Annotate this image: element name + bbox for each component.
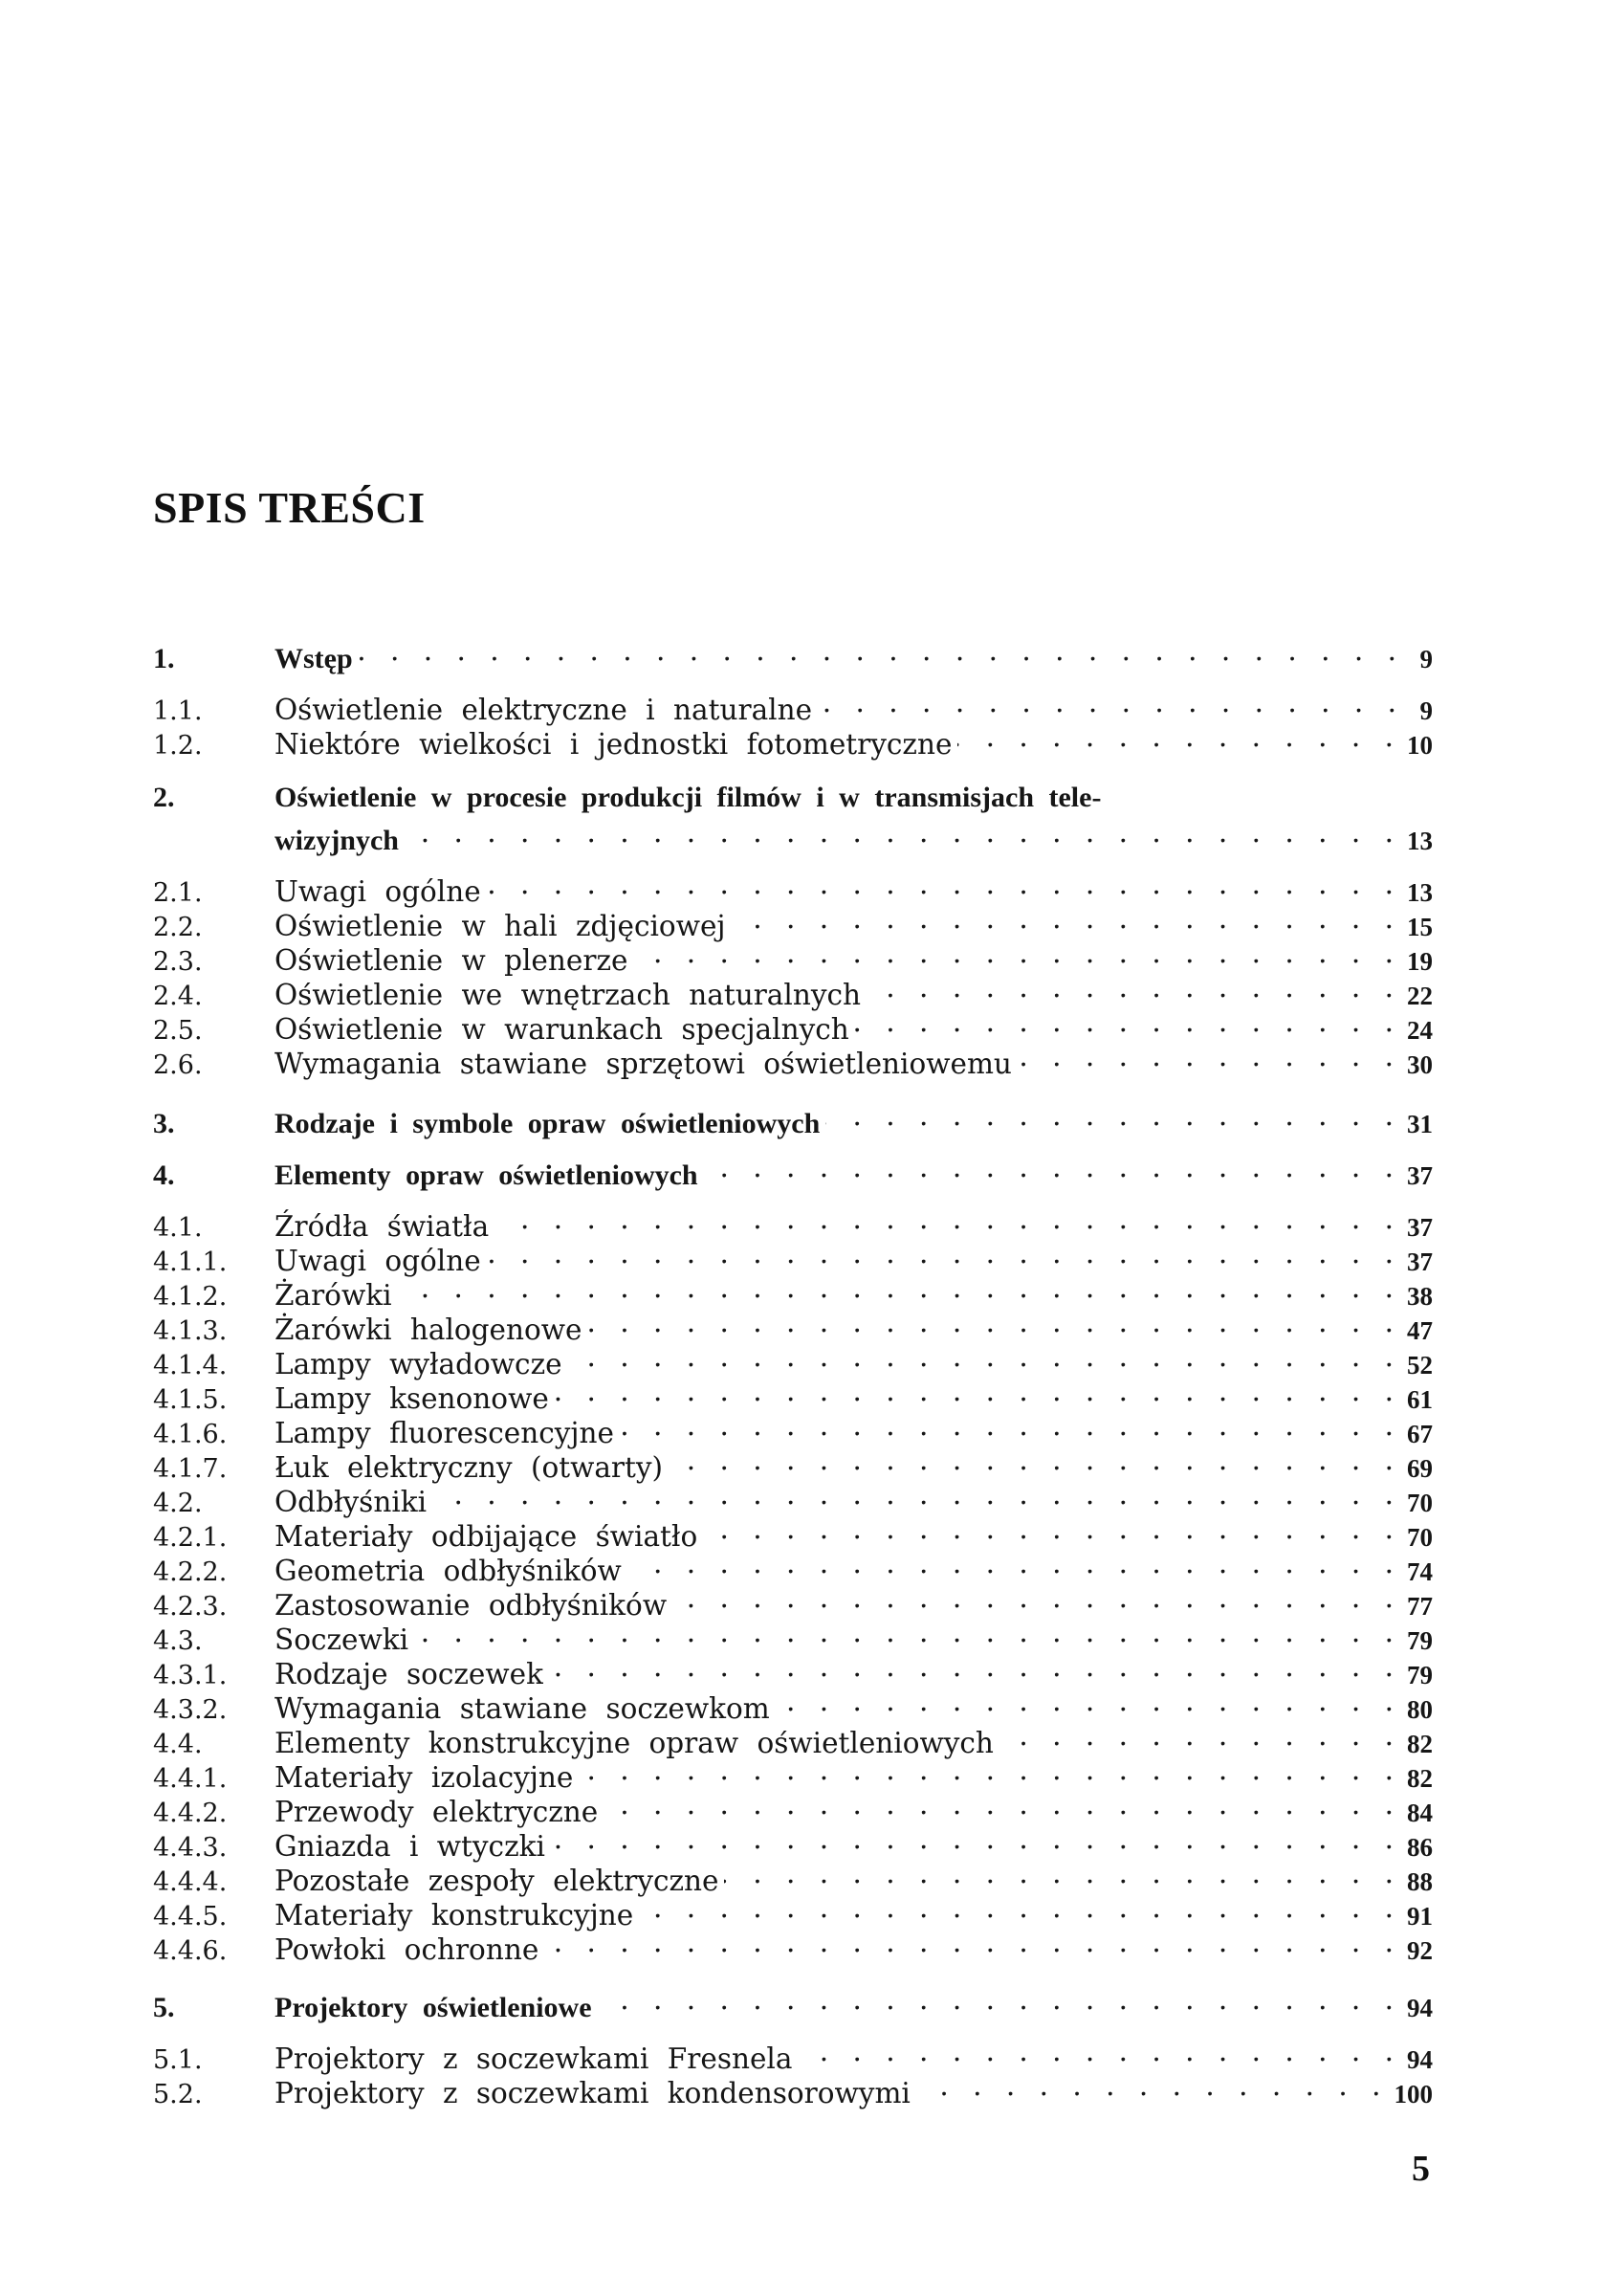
toc-entry-page: 31 — [1407, 1110, 1433, 1138]
toc-entry-page: 37 — [1407, 1247, 1433, 1276]
toc-entry-title: Przewody elektryczne — [274, 1796, 599, 1828]
toc-entry-title: Lampy fluorescencyjne — [274, 1417, 614, 1449]
dot-leader — [487, 867, 1401, 901]
dot-leader — [544, 1925, 1401, 1959]
toc-entry-page: 94 — [1407, 1994, 1433, 2022]
toc-entry-number: 4.4.2. — [153, 1799, 228, 1828]
toc-entry-number: 4.2. — [153, 1489, 203, 1518]
toc-entry-title: Soczewki — [274, 1623, 409, 1656]
toc-entry-page: 19 — [1407, 947, 1433, 976]
toc-entry-number: 2.6. — [153, 1050, 203, 1080]
toc-entry-title: Oświetlenie w warunkach specjalnych — [274, 1013, 849, 1046]
toc-entry-page: 91 — [1407, 1902, 1433, 1931]
dot-leader — [704, 1150, 1401, 1184]
toc-entry-page: 9 — [1419, 696, 1433, 725]
toc-entry-title: Powłoki ochronne — [274, 1933, 539, 1966]
toc-entry-page: 69 — [1407, 1454, 1433, 1483]
toc-entry-title: Uwagi ogólne — [274, 875, 481, 908]
dot-leader — [639, 1890, 1401, 1925]
dot-leader — [494, 1202, 1401, 1236]
toc-entry-number: 4.1.1. — [153, 1247, 228, 1277]
dot-leader — [732, 901, 1401, 936]
dot-leader — [1018, 1039, 1401, 1073]
toc-entry-number: 2. — [153, 782, 175, 813]
toc-entry-number: 2.3. — [153, 947, 203, 977]
toc-entry-number: 4.1. — [153, 1213, 203, 1243]
toc-entry-title: Rodzaje soczewek — [274, 1658, 543, 1690]
toc-entry-page: 22 — [1407, 982, 1433, 1010]
dot-leader — [359, 633, 1404, 668]
dot-leader — [432, 1477, 1401, 1512]
page-title: SPIS TREŚCI — [153, 483, 426, 532]
dot-leader — [916, 2068, 1389, 2103]
toc-entry-title: Rodzaje i symbole opraw oświetleniowych — [274, 1108, 821, 1139]
toc-entry-page: 61 — [1407, 1385, 1433, 1414]
toc-entry-1 — [153, 633, 1433, 676]
toc-entry-number: 5.2. — [153, 2080, 203, 2109]
toc-entry-5 — [153, 1982, 1433, 2025]
toc-entry-number: 4.1.4. — [153, 1351, 228, 1380]
dot-leader — [398, 1270, 1401, 1305]
toc-entry-page: 86 — [1407, 1833, 1433, 1862]
dot-leader — [555, 1374, 1401, 1408]
toc-entry-number: 5.1. — [153, 2045, 203, 2075]
toc-entry-number: 4.4.4. — [153, 1867, 228, 1897]
toc-entry-number: 5. — [153, 1992, 175, 2023]
toc-entry-number: 4.2.2. — [153, 1557, 228, 1587]
toc-entry-title: Odbłyśniki — [274, 1486, 428, 1518]
dot-leader — [414, 1615, 1401, 1649]
toc-entry-title: Wymagania stawiane soczewkom — [274, 1692, 770, 1725]
toc-entry-title: Lampy wyładowcze — [274, 1348, 562, 1380]
toc-entry-page: 100 — [1394, 2080, 1433, 2108]
toc-entry-title: Materiały odbijające światło — [274, 1520, 698, 1553]
dot-leader — [551, 1821, 1401, 1856]
toc-entry-number: 4. — [153, 1159, 175, 1191]
dot-leader — [957, 719, 1401, 754]
toc-entry-title: Źródła światła — [274, 1210, 490, 1243]
toc-entry-number: 4.1.7. — [153, 1454, 228, 1484]
toc-entry-number: 1.1. — [153, 696, 203, 726]
toc-entry-page: 52 — [1407, 1351, 1433, 1380]
toc-entry-page: 67 — [1407, 1420, 1433, 1448]
toc-entry-page: 74 — [1407, 1557, 1433, 1586]
toc-entry-title: Elementy konstrukcyjne opraw oświetleniowych — [274, 1727, 994, 1759]
toc-entry-number: 1.2. — [153, 731, 203, 761]
toc-entry-number: 4.3.1. — [153, 1661, 228, 1690]
toc-entry-page: 70 — [1407, 1523, 1433, 1552]
toc-entry-number: 1. — [153, 643, 175, 674]
toc-entry-2-cont — [153, 815, 1433, 858]
toc-entry-title: Wstęp — [274, 643, 353, 674]
dot-leader — [587, 1305, 1401, 1339]
toc-entry-2 — [153, 781, 1433, 815]
toc-entry-page: 84 — [1407, 1799, 1433, 1827]
page-number: 5 — [1412, 2149, 1430, 2189]
toc-entry-page: 24 — [1407, 1016, 1433, 1045]
toc-entry-page: 77 — [1407, 1592, 1433, 1621]
dot-leader — [568, 1339, 1401, 1374]
dot-leader — [633, 936, 1401, 970]
toc-entry-page: 15 — [1407, 913, 1433, 941]
dot-leader — [825, 1098, 1401, 1133]
toc-entry-2-6 — [153, 1039, 1433, 1083]
toc-entry-title: Projektory oświetleniowe — [274, 1992, 592, 2023]
toc-entry-title: Elementy opraw oświetleniowych — [274, 1159, 698, 1191]
toc-entry-title: Projektory z soczewkami Fresnela — [274, 2042, 793, 2075]
toc-entry-title: wizyjnych — [274, 825, 399, 856]
toc-entry-4 — [153, 1150, 1433, 1193]
toc-entry-title: Oświetlenie w plenerze — [274, 944, 628, 977]
toc-entry-number: 4.2.1. — [153, 1523, 228, 1553]
toc-entry-title: Gniazda i wtyczki — [274, 1830, 545, 1863]
dot-leader — [776, 1684, 1401, 1718]
dot-leader — [867, 970, 1401, 1004]
toc-entry-page: 37 — [1407, 1161, 1433, 1190]
toc-entry-number: 2.1. — [153, 878, 203, 908]
toc-entry-title: Oświetlenie w procesie produkcji filmów i w transmisjach tele- — [274, 782, 1102, 813]
dot-leader — [579, 1753, 1401, 1787]
toc-entry-number: 4.4.5. — [153, 1902, 228, 1932]
dot-leader — [405, 815, 1401, 850]
toc-entry-title: Zastosowanie odbłyśników — [274, 1589, 668, 1622]
toc-entry-number: 4.4.3. — [153, 1833, 228, 1863]
toc-entry-number: 4.3.2. — [153, 1695, 228, 1725]
toc-entry-number: 4.1.6. — [153, 1420, 228, 1449]
toc-entry-number: 2.4. — [153, 982, 203, 1011]
toc-entry-number: 2.5. — [153, 1016, 203, 1046]
toc-entry-number: 4.1.2. — [153, 1282, 228, 1312]
toc-entry-title: Uwagi ogólne — [274, 1245, 481, 1277]
dot-leader — [818, 685, 1404, 719]
toc-entry-title: Materiały konstrukcyjne — [274, 1899, 634, 1932]
toc-entry-page: 82 — [1407, 1764, 1433, 1793]
dot-leader — [627, 1546, 1401, 1580]
toc-entry-page: 30 — [1407, 1050, 1433, 1079]
toc-entry-3 — [153, 1098, 1433, 1141]
toc-entry-number: 4.1.3. — [153, 1316, 228, 1346]
toc-entry-1-2 — [153, 719, 1433, 763]
toc-entry-page: 79 — [1407, 1661, 1433, 1689]
toc-entry-page: 10 — [1407, 731, 1433, 760]
toc-entry-number: 4.4.1. — [153, 1764, 228, 1794]
dot-leader — [549, 1649, 1401, 1684]
dot-leader — [724, 1856, 1401, 1890]
toc-entry-title: Oświetlenie w hali zdjęciowej — [274, 910, 726, 942]
toc-entry-page: 80 — [1407, 1695, 1433, 1724]
toc-entry-page: 88 — [1407, 1867, 1433, 1896]
toc-entry-page: 9 — [1419, 645, 1433, 673]
toc-entry-page: 37 — [1407, 1213, 1433, 1242]
toc-entry-title: Pozostałe zespoły elektryczne — [274, 1865, 719, 1897]
toc-entry-page: 79 — [1407, 1626, 1433, 1655]
toc-entry-title: Materiały izolacyjne — [274, 1761, 574, 1794]
toc-entry-number: 4.2.3. — [153, 1592, 228, 1622]
toc-entry-page: 47 — [1407, 1316, 1433, 1345]
dot-leader — [604, 1787, 1401, 1821]
dot-leader — [703, 1512, 1401, 1546]
toc-entry-title: Oświetlenie elektryczne i naturalne — [274, 694, 813, 726]
toc-entry-title: Niektóre wielkości i jednostki fotometryczne — [274, 728, 953, 761]
toc-entry-number: 4.3. — [153, 1626, 203, 1656]
toc-entry-title: Żarówki halogenowe — [274, 1314, 582, 1346]
dot-leader — [999, 1718, 1401, 1753]
toc-entry-title: Projektory z soczewkami kondensorowymi — [274, 2077, 911, 2109]
toc-entry-title: Żarówki — [274, 1279, 392, 1312]
toc-entry-page: 70 — [1407, 1489, 1433, 1517]
toc-entry-page: 13 — [1407, 878, 1433, 907]
dot-leader — [487, 1236, 1401, 1270]
toc-entry-page: 94 — [1407, 2045, 1433, 2074]
toc-entry-title: Geometria odbłyśników — [274, 1555, 622, 1587]
dot-leader — [620, 1408, 1401, 1443]
toc-entry-title: Łuk elektryczny (otwarty) — [274, 1451, 664, 1484]
toc-entry-4-4-6 — [153, 1925, 1433, 1969]
dot-leader — [672, 1580, 1401, 1615]
dot-leader — [855, 1004, 1401, 1039]
toc-entry-5-2 — [153, 2068, 1433, 2112]
toc-entry-number: 4.4. — [153, 1730, 203, 1759]
dot-leader — [598, 1982, 1401, 2017]
toc-entry-page: 92 — [1407, 1936, 1433, 1965]
toc-entry-number: 4.1.5. — [153, 1385, 228, 1415]
toc-entry-page: 13 — [1407, 827, 1433, 855]
dot-leader — [669, 1443, 1401, 1477]
toc-entry-number: 4.4.6. — [153, 1936, 228, 1966]
dot-leader — [798, 2034, 1401, 2068]
toc-entry-title: Wymagania stawiane sprzętowi oświetleniowemu — [274, 1048, 1012, 1080]
toc-entry-page: 82 — [1407, 1730, 1433, 1758]
toc-entry-number: 3. — [153, 1108, 175, 1139]
toc-entry-title: Oświetlenie we wnętrzach naturalnych — [274, 979, 862, 1011]
toc-entry-page: 38 — [1407, 1282, 1433, 1311]
toc-entry-number: 2.2. — [153, 913, 203, 942]
toc-entry-title: Lampy ksenonowe — [274, 1382, 549, 1415]
